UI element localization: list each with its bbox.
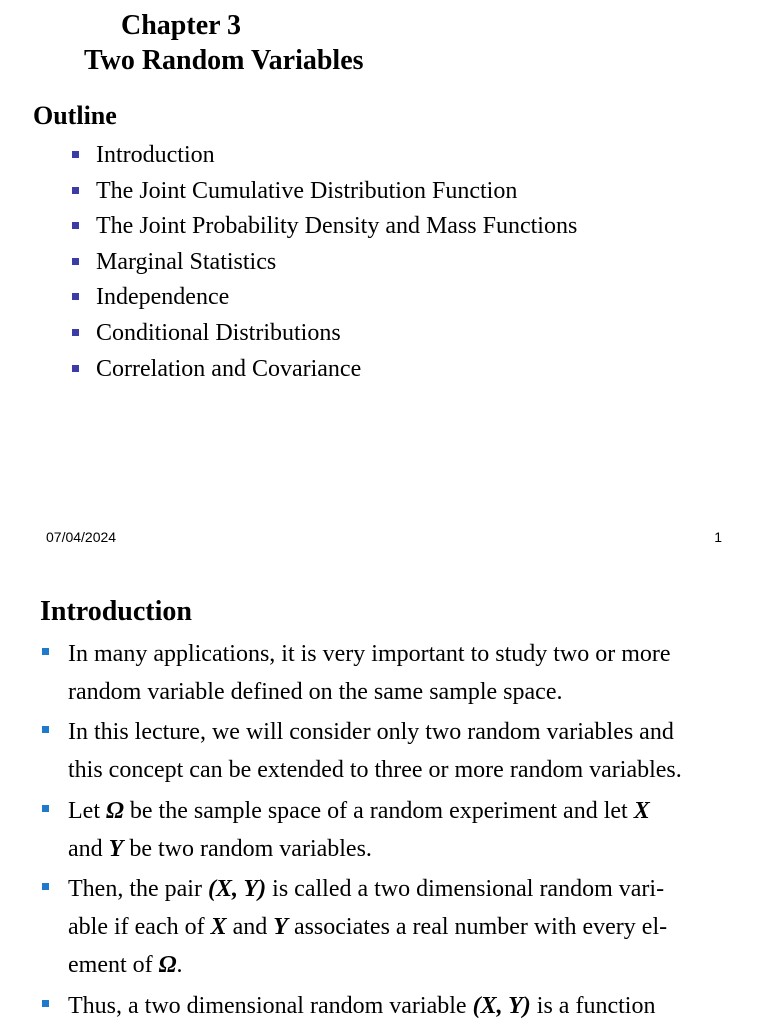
text-line: In many applications, it is very important to study two or more (68, 641, 671, 667)
outline-item-label: Introduction (96, 142, 215, 168)
outline-item-label: The Joint Probability Density and Mass Functions (96, 213, 578, 240)
outline-item-label: Correlation and Covariance (96, 355, 362, 382)
square-bullet-icon (72, 329, 79, 336)
text-run: is called a two dimensional random vari- (266, 876, 665, 902)
outline-item-label: Marginal Statistics (96, 248, 277, 275)
text-line (68, 946, 728, 984)
text-run: associates a real number with every el- (287, 914, 668, 940)
chapter-number: Chapter 3 (121, 10, 242, 41)
square-bullet-icon (72, 293, 79, 300)
bullet-paragraph (68, 792, 728, 868)
omega-symbol: Ω (158, 952, 177, 978)
text-run: Then, the pair (68, 876, 208, 902)
footer-page-number: 1 (714, 529, 722, 545)
square-bullet-icon (72, 365, 79, 372)
text-line (68, 908, 728, 946)
text-run: and (68, 836, 109, 862)
text-run: Let (68, 798, 106, 824)
square-bullet-icon (42, 726, 49, 733)
text-run: . (176, 952, 183, 978)
variable-y: Y (273, 914, 288, 940)
variable-x: X (210, 914, 227, 940)
text-run: Thus, a two dimensional random variable (68, 993, 473, 1019)
variable-pair: (X, Y) (207, 876, 267, 902)
bullet-paragraph (68, 870, 728, 984)
square-bullet-icon (72, 151, 79, 158)
square-bullet-icon (72, 187, 79, 194)
square-bullet-icon (72, 258, 79, 265)
variable-pair: (X, Y) (472, 993, 531, 1019)
variable-y: Y (108, 836, 124, 862)
slide-heading: Introduction (40, 596, 192, 627)
variable-x: X (633, 798, 650, 824)
square-bullet-icon (42, 805, 49, 812)
square-bullet-icon (72, 222, 79, 229)
outline-item-label: The Joint Cumulative Distribution Function (96, 177, 518, 204)
omega-symbol: Ω (105, 798, 124, 824)
text-line (68, 870, 728, 908)
text-line: this concept can be extended to three or more random variables. (68, 757, 682, 783)
text-run: be two random variables. (123, 836, 372, 862)
square-bullet-icon (42, 648, 49, 655)
outline-item-label: Conditional Distributions (96, 319, 341, 346)
outline-item-label: Independence (96, 284, 230, 311)
text-line (68, 792, 728, 830)
text-run: ement of (68, 952, 159, 978)
footer-date: 07/04/2024 (46, 529, 117, 545)
chapter-title: Two Random Variables (84, 45, 364, 76)
outline-heading: Outline (33, 101, 117, 130)
text-run: able if each of (68, 914, 211, 940)
square-bullet-icon (42, 1000, 49, 1007)
text-run: and (226, 914, 274, 940)
square-bullet-icon (42, 883, 49, 890)
text-line: random variable defined on the same sample space. (68, 679, 563, 705)
text-line (68, 987, 728, 1025)
slide-2 (0, 568, 768, 1024)
bullet-paragraph (68, 713, 728, 789)
text-run: is a function (530, 993, 656, 1019)
bullet-paragraph (68, 987, 728, 1025)
text-line (68, 830, 728, 868)
text-line: In this lecture, we will consider only two random variables and (68, 719, 674, 745)
bullet-paragraph (68, 635, 728, 711)
text-run: be the sample space of a random experiment and let (123, 798, 634, 824)
